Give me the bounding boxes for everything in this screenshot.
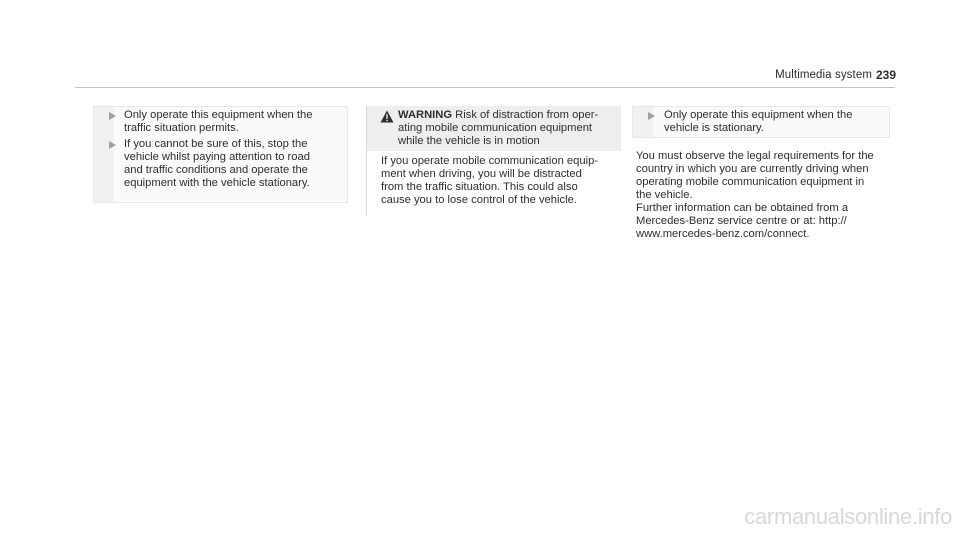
step-arrow-icon xyxy=(109,141,116,149)
header-rule xyxy=(75,87,895,88)
step-arrow-icon xyxy=(648,112,655,120)
instruction-step: If you cannot be sure of this, stop the vehicle whilst paying attention to road and traffic conditions and operate the equipment with the vehicle stationary. xyxy=(124,138,310,189)
warning-body: If you operate mobile communication equip- ment when driving, you will be distracted from the traffic situation. This could also cause you to lose control of the vehicle. xyxy=(381,155,599,206)
warning-triangle-icon xyxy=(380,110,394,123)
body-paragraph: You must observe the legal requirements for the country in which you are currently driving when operating mobile communication equipment in the vehicle. Further information can be obtained from a Mercedes-Benz service centre or at: http:// www.mercedes-benz.com/connect. xyxy=(636,150,874,240)
instruction-step: Only operate this equipment when the vehicle is stationary. xyxy=(664,109,853,134)
watermark: carmanualsonline.info xyxy=(744,504,952,529)
section-title: Multimedia system xyxy=(775,69,872,81)
instruction-box-gutter xyxy=(94,107,114,202)
page-number: 239 xyxy=(875,68,896,82)
warning-label: WARNING xyxy=(398,109,453,121)
step-arrow-icon xyxy=(109,112,116,120)
instruction-step: Only operate this equipment when the traffic situation permits. xyxy=(124,109,313,134)
warning-title xyxy=(398,109,616,148)
warning-title-text: Risk of distraction from oper- ating mobile communication equipment while the vehicle is in motion xyxy=(398,109,599,147)
